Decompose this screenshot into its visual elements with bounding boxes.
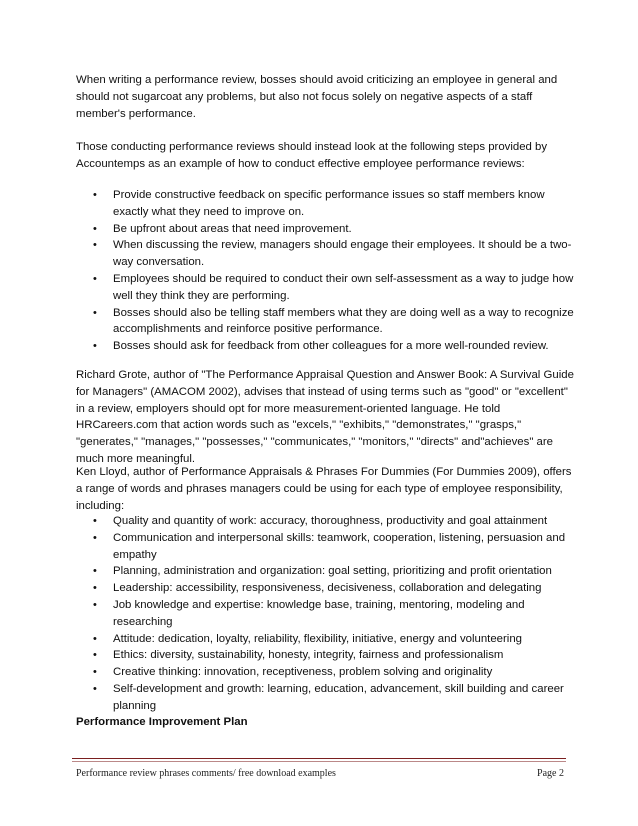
list-item: • Quality and quantity of work: accuracy, thoroughness, productivity and goal attainment — [76, 513, 576, 530]
page-number: Page 2 — [537, 768, 564, 779]
list-item: • Provide constructive feedback on specific performance issues so staff members know exactly what they need to improve on. — [76, 187, 576, 221]
section-heading: Performance Improvement Plan — [76, 716, 248, 728]
list-item: • Be upfront about areas that need improvement. — [76, 221, 576, 238]
list-item: • Bosses should also be telling staff members what they are doing well as a way to recognize accomplishments and reinforce positive performance. — [76, 305, 576, 339]
grote-paragraph: Richard Grote, author of "The Performance Appraisal Question and Answer Book: A Survival Guide for Managers" (AMACOM 2002), advises that instead of using terms such as "good" or "excellent" in a review, employers should opt for more measurement-oriented language. He told HRCareers.com that action words such as "excels," "exhibits," "demonstrates," "grasps," "generates," "manages," "possesses," "communicates," "monitors," "directs" and"achieves" are much more meaningful. — [76, 369, 574, 465]
list-item: • Leadership: accessibility, responsiveness, decisiveness, collaboration and delegating — [76, 580, 576, 597]
categories-list — [76, 513, 576, 715]
list-item: • When discussing the review, managers should engage their employees. It should be a two-way conversation. — [76, 237, 576, 271]
steps-intro-paragraph: Those conducting performance reviews should instead look at the following steps provided by Accountemps as an example of how to conduct effective employee performance reviews: — [76, 141, 548, 170]
list-item: • Self-development and growth: learning, education, advancement, skill building and career planning — [76, 681, 576, 715]
footer-rule-thick — [72, 758, 566, 759]
list-item: • Job knowledge and expertise: knowledge base, training, mentoring, modeling and researching — [76, 597, 576, 631]
lloyd-paragraph: Ken Lloyd, author of Performance Appraisals & Phrases For Dummies (For Dummies 2009), offers a range of words and phrases managers could be using for each type of employee responsibility, including: — [76, 466, 572, 512]
list-item: • Ethics: diversity, sustainability, honesty, integrity, fairness and professionalism — [76, 647, 576, 664]
intro-paragraph: When writing a performance review, bosses should avoid criticizing an employee in general and should not sugarcoat any problems, but also not focus solely on negative aspects of a staff member's performance. — [76, 74, 558, 120]
steps-list — [76, 187, 576, 355]
footer-rule-thin — [72, 761, 566, 762]
list-item: • Planning, administration and organization: goal setting, prioritizing and profit orientation — [76, 563, 576, 580]
list-item: • Employees should be required to conduct their own self-assessment as a way to judge how well they think they are performing. — [76, 271, 576, 305]
list-item: • Bosses should ask for feedback from other colleagues for a more well-rounded review. — [76, 338, 576, 355]
list-item: • Communication and interpersonal skills: teamwork, cooperation, listening, persuasion and empathy — [76, 530, 576, 564]
list-item: • Creative thinking: innovation, receptiveness, problem solving and originality — [76, 664, 576, 681]
footer-title: Performance review phrases comments/ free download examples — [76, 768, 336, 779]
list-item: • Attitude: dedication, loyalty, reliability, flexibility, initiative, energy and volunteering — [76, 631, 576, 648]
page-footer — [76, 766, 564, 783]
